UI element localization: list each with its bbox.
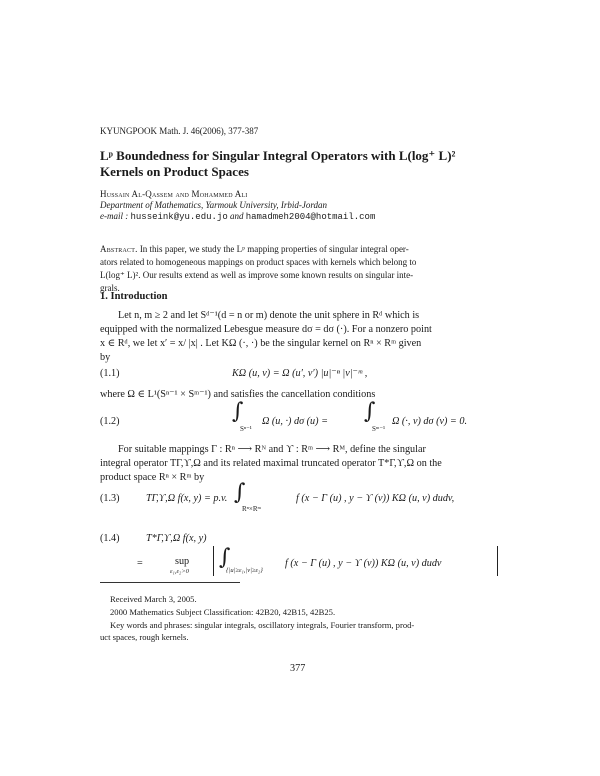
abstract-label: Abstract. [100, 244, 138, 254]
paper-title-line2: Kernels on Product Spaces [100, 164, 249, 179]
integral-sign-3: ∫ [234, 480, 246, 505]
eq-1-4-top: T*Γ,ϒ,Ω f(x, y) [146, 533, 207, 544]
abstract-line-2: ators related to homogeneous mappings on product spaces with kernels which belong to [100, 257, 417, 267]
eq-1-3-number: (1.3) [100, 493, 120, 504]
footnote-keywords-1: Key words and phrases: singular integrals, oscillatory integrals, Fourier transform, prod- [110, 620, 415, 630]
affiliation: Department of Mathematics, Yarmouk University, Irbid-Jordan [100, 200, 328, 210]
email-1: husseink@yu.edu.jo [130, 212, 228, 222]
email-and: and [229, 211, 244, 221]
p2: where Ω ∈ L¹(Sⁿ⁻¹ × Sᵐ⁻¹) and satisfies the cancellation conditions [100, 389, 376, 400]
eq-1-2-left: Ω (u, ·) dσ (u) = [262, 416, 328, 427]
p3-line-1: For suitable mappings Γ : Rⁿ ⟶ Rᴺ and ϒ : Rᵐ ⟶ Rᴹ, define the singular [118, 444, 426, 455]
footnote-msc: 2000 Mathematics Subject Classification: 42B20, 42B15, 42B25. [110, 607, 336, 617]
email-line [100, 210, 375, 223]
integral-sign-2: ∫ [364, 399, 376, 424]
eq-1-2-number: (1.2) [100, 416, 120, 427]
abstract-line-4: grals. [100, 283, 120, 293]
footnote-keywords-2: uct spaces, rough kernels. [100, 632, 189, 642]
page-number: 377 [290, 663, 306, 674]
abstract-text-1: In this paper, we study the Lᵖ mapping properties of singular integral oper- [139, 244, 409, 254]
footnote-received: Received March 3, 2005. [110, 594, 197, 604]
authors: Hussain Al-Qassem and Mohammed Ali [100, 189, 248, 199]
paper-title-line1: Lᵖ Boundedness for Singular Integral Operators with L(log⁺ L)² [100, 148, 456, 163]
integral-sign-4: ∫ [219, 545, 231, 570]
abs-bar-left [213, 546, 214, 576]
p3-line-3: product space Rⁿ × Rᵐ by [100, 472, 205, 483]
eq-1-2-sub-1: Sⁿ⁻¹ [240, 425, 252, 433]
p3-line-2: integral operator TΓ,ϒ,Ω and its related maximal truncated operator T*Γ,ϒ,Ω on the [100, 458, 442, 469]
eq-1-2-right: Ω (·, v) dσ (v) = 0. [392, 416, 467, 427]
eq-1-4-sub: {|u|≥ε₁,|v|≥ε₂} [226, 567, 263, 574]
email-2: hamadmeh2004@hotmail.com [245, 212, 376, 222]
eq-1-3-sub: Rⁿ×Rᵐ [242, 505, 261, 513]
section-heading: 1. Introduction [100, 291, 168, 302]
p1-line-4: by [100, 352, 111, 363]
abstract-line-3: L(log⁺ L)². Our results extend as well as improve some known results on singular inte- [100, 270, 414, 280]
p1-line-1: Let n, m ≥ 2 and let Sᵈ⁻¹(d = n or m) denote the unit sphere in Rᵈ which is [118, 310, 420, 321]
eq-1-1: KΩ (u, v) = Ω (u′, v′) |u|⁻ⁿ |v|⁻ᵐ , [232, 368, 368, 379]
p1-line-2: equipped with the normalized Lebesgue measure dσ = dσ (·). For a nonzero point [100, 324, 432, 335]
journal-header: KYUNGPOOK Math. J. 46(2006), 377-387 [100, 126, 259, 136]
eq-1-4-number: (1.4) [100, 533, 120, 544]
abstract-line-1 [100, 243, 500, 255]
footnote-rule [100, 582, 240, 583]
eq-1-2-sub-2: Sᵐ⁻¹ [372, 425, 386, 433]
eq-1-1-number: (1.1) [100, 368, 120, 379]
eq-1-3-right: f (x − Γ (u) , y − ϒ (v)) KΩ (u, v) dudv, [296, 493, 455, 504]
eq-1-3-left: TΓ,ϒ,Ω f(x, y) = p.v. [146, 493, 228, 504]
eq-1-4-equals: = [137, 558, 143, 569]
eq-1-4-sup-sub: ε₁,ε₂>0 [170, 568, 189, 575]
eq-1-4-right: f (x − Γ (u) , y − ϒ (v)) KΩ (u, v) dudv [285, 558, 442, 569]
abs-bar-right [497, 546, 498, 576]
email-label: e-mail : [100, 211, 129, 221]
p1-line-3: x ∈ Rᵈ, we let x′ = x/ |x| . Let KΩ (·, ·) be the singular kernel on Rⁿ × Rᵐ given [100, 338, 422, 349]
eq-1-4-sup: sup [175, 556, 190, 567]
integral-sign-1: ∫ [232, 399, 244, 424]
